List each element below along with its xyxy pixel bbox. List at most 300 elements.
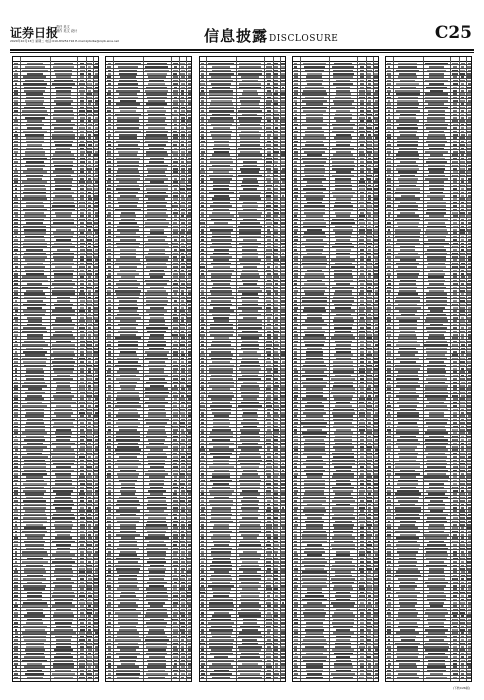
table-cell [374, 358, 378, 360]
table-cell [147, 236, 167, 238]
table-cell [146, 382, 167, 384]
table-cell [367, 202, 371, 204]
table-cell [56, 215, 70, 217]
table-cell [173, 466, 178, 468]
table-cell [274, 276, 279, 278]
table-cell [367, 151, 372, 153]
table-cell [14, 612, 17, 614]
table-cell [201, 646, 205, 648]
table-cell [80, 415, 84, 417]
table-cell [173, 76, 179, 78]
table-cell [201, 514, 205, 516]
table-cell [368, 107, 371, 109]
table-cell [267, 280, 271, 282]
table-cell [367, 229, 372, 231]
table-cell [238, 677, 262, 679]
table-cell [374, 510, 378, 512]
table-cell [145, 243, 168, 245]
table-cell [281, 534, 286, 536]
table-cell [87, 348, 92, 350]
table-cell [336, 253, 349, 255]
table-cell [332, 124, 355, 126]
table-cell [87, 483, 91, 485]
table-cell [27, 317, 42, 319]
table-cell [188, 290, 192, 292]
table-cell [52, 314, 75, 316]
table-cell [117, 314, 139, 316]
table-cell [107, 527, 111, 529]
table-cell [95, 446, 99, 448]
table-cell [240, 599, 259, 601]
table-cell [294, 212, 298, 214]
table-cell [188, 619, 191, 621]
table-cell [79, 571, 85, 573]
table-cell [374, 229, 379, 231]
table-cell [24, 656, 45, 658]
table-cell [360, 87, 364, 89]
table-cell [201, 181, 203, 183]
table-cell [146, 151, 167, 153]
table-cell [281, 358, 284, 360]
table-cell [294, 395, 298, 397]
table-cell [281, 585, 285, 587]
table-cell [180, 205, 185, 207]
table-cell [15, 507, 17, 509]
table-cell [359, 422, 364, 424]
table-cell [88, 66, 91, 68]
table-cell [14, 443, 18, 445]
table-cell [14, 578, 17, 580]
table-cell [107, 107, 111, 109]
table-cell [14, 334, 17, 336]
table-cell [367, 168, 371, 170]
table-cell [201, 300, 204, 302]
table-cell [108, 504, 110, 506]
table-cell [80, 171, 85, 173]
table-cell [173, 456, 178, 458]
table-cell [374, 527, 378, 529]
table-cell [294, 554, 298, 556]
table-cell [115, 317, 141, 319]
table-cell [56, 76, 71, 78]
table-cell [173, 636, 177, 638]
table-cell [375, 568, 378, 570]
table-cell [54, 276, 73, 278]
table-cell [24, 341, 45, 343]
table-cell [266, 656, 271, 658]
table-cell [304, 290, 325, 292]
table-cell [375, 226, 378, 228]
table-cell [274, 361, 277, 363]
table-cell [201, 287, 204, 289]
table-cell [280, 120, 285, 122]
table-cell [80, 97, 84, 99]
table-cell [94, 76, 98, 78]
table-cell [201, 165, 204, 167]
table-cell [274, 171, 278, 173]
table-cell [201, 382, 205, 384]
table-cell [95, 537, 98, 539]
table-cell [120, 100, 136, 102]
table-cell [332, 537, 355, 539]
table-cell [304, 168, 324, 170]
table-cell [331, 259, 355, 261]
table-cell [294, 107, 297, 109]
table-cell [374, 480, 379, 482]
table-cell [181, 463, 185, 465]
table-cell [94, 354, 99, 356]
table-cell [172, 388, 178, 390]
table-cell [211, 273, 232, 275]
table-cell [267, 232, 271, 234]
table-cell [335, 341, 352, 343]
table-cell [188, 358, 192, 360]
table-cell [95, 677, 99, 679]
table-cell [119, 205, 137, 207]
table-cell [201, 385, 204, 387]
table-cell [88, 192, 92, 194]
table-cell [94, 575, 99, 577]
table-cell [87, 63, 91, 65]
table-cell [24, 439, 45, 441]
table-cell [80, 466, 83, 468]
table-cell [360, 165, 364, 167]
table-cell [87, 582, 92, 584]
table-cell [95, 117, 99, 119]
table-cell [180, 324, 185, 326]
table-cell [52, 541, 74, 543]
table-cell [374, 97, 379, 99]
table-cell [94, 209, 99, 211]
table-cell [181, 660, 185, 662]
table-cell [173, 483, 177, 485]
table-cell [274, 188, 278, 190]
table-cell [241, 348, 260, 350]
table-cell [79, 585, 85, 587]
table-cell [211, 263, 231, 265]
table-cell [173, 198, 179, 200]
table-cell [148, 575, 165, 577]
table-cell [267, 97, 271, 99]
table-cell [209, 609, 233, 611]
table-cell [267, 324, 271, 326]
table-cell [201, 432, 204, 434]
table-cell [280, 395, 285, 397]
table-cell [375, 460, 378, 462]
table-cell [305, 246, 324, 248]
table-cell [360, 83, 364, 85]
table-cell [200, 354, 204, 356]
table-cell [181, 378, 186, 380]
table-cell [266, 185, 272, 187]
table-cell [15, 215, 18, 217]
table-cell [302, 534, 326, 536]
table-cell [374, 585, 378, 587]
table-cell [54, 575, 73, 577]
table-cell [243, 537, 257, 539]
table-cell [173, 368, 178, 370]
table-cell [87, 402, 92, 404]
table-cell [107, 259, 111, 261]
table-cell [201, 97, 205, 99]
table-cell [307, 544, 323, 546]
table-cell [266, 73, 272, 75]
table-cell [241, 602, 259, 604]
table-cell [332, 487, 354, 489]
table-cell [305, 293, 324, 295]
table-cell [274, 415, 279, 417]
table-cell [107, 141, 111, 143]
table-cell [360, 348, 364, 350]
table-cell [303, 426, 325, 428]
table-cell [87, 256, 92, 258]
table-cell [360, 110, 365, 112]
table-cell [146, 636, 167, 638]
table-cell [94, 229, 99, 231]
table-cell [14, 415, 17, 417]
table-cell [108, 436, 111, 438]
table-cell [211, 124, 232, 126]
table-cell [360, 456, 363, 458]
table-cell [53, 117, 74, 119]
table-cell [368, 385, 371, 387]
table-cell [359, 517, 364, 519]
table-cell [95, 466, 98, 468]
table-cell [242, 409, 258, 411]
table-cell [14, 134, 18, 136]
table-cell [14, 541, 18, 543]
table-cell [52, 209, 75, 211]
table-cell [374, 392, 378, 394]
table-cell [28, 320, 42, 322]
table-cell [367, 575, 371, 577]
table-cell [87, 517, 92, 519]
table-cell [303, 110, 326, 112]
table-cell [15, 87, 18, 89]
table-cell [294, 473, 297, 475]
table-cell [52, 134, 74, 136]
table-cell [210, 304, 232, 306]
table-cell [88, 599, 91, 601]
table-cell [239, 480, 262, 482]
table-cell [108, 137, 110, 139]
table-cell [180, 219, 185, 221]
table-cell [374, 524, 379, 526]
table-cell [107, 365, 111, 367]
table-cell [173, 348, 177, 350]
table-cell [108, 500, 111, 502]
table-cell [374, 463, 378, 465]
table-cell [173, 185, 178, 187]
table-cell [115, 449, 140, 451]
table-cell [80, 490, 84, 492]
table-cell [147, 110, 166, 112]
table-cell [307, 154, 322, 156]
table-cell [145, 419, 169, 421]
table-cell [119, 368, 138, 370]
table-cell [94, 578, 99, 580]
table-cell [305, 273, 324, 275]
table-cell [306, 351, 322, 353]
table-cell [266, 558, 272, 560]
table-cell [274, 103, 279, 105]
table-cell [359, 460, 365, 462]
table-cell [14, 276, 18, 278]
table-cell [53, 66, 74, 68]
table-cell [94, 188, 99, 190]
table-cell [274, 70, 278, 72]
table-cell [294, 222, 297, 224]
table-cell [334, 273, 352, 275]
table-cell [240, 487, 259, 489]
table-cell [273, 151, 278, 153]
table-cell [55, 507, 71, 509]
table-cell [333, 195, 353, 197]
table-cell [294, 131, 298, 133]
table-cell [87, 565, 92, 567]
table-cell [294, 405, 297, 407]
table-cell [88, 266, 91, 268]
table-cell [173, 554, 177, 556]
table-cell [294, 348, 297, 350]
table-cell [108, 395, 112, 397]
table-cell [180, 382, 185, 384]
table-cell [334, 317, 353, 319]
table-cell [108, 670, 111, 672]
table-cell [181, 307, 184, 309]
table-cell [14, 232, 17, 234]
table-cell [266, 341, 272, 343]
table-cell [188, 212, 192, 214]
table-cell [15, 154, 17, 156]
table-cell [80, 514, 84, 516]
table-cell [239, 521, 260, 523]
table-cell [173, 500, 179, 502]
table-cell [374, 103, 379, 105]
table-cell [239, 287, 260, 289]
table-cell [294, 365, 297, 367]
table-cell [14, 97, 17, 99]
table-cell [304, 487, 325, 489]
table-cell [56, 446, 71, 448]
table-cell [14, 273, 17, 275]
table-cell [209, 215, 234, 217]
table-cell [15, 449, 18, 451]
table-cell [173, 392, 177, 394]
table-cell [294, 517, 298, 519]
table-cell [149, 361, 165, 363]
table-cell [241, 422, 260, 424]
table-cell [294, 483, 297, 485]
table-cell [367, 561, 371, 563]
table-cell [294, 243, 297, 245]
table-cell [335, 97, 350, 99]
table-cell [118, 476, 138, 478]
table-cell [120, 195, 137, 197]
table-cell [266, 361, 271, 363]
table-cell [146, 595, 168, 597]
table-cell [360, 419, 364, 421]
table-cell [80, 507, 84, 509]
table-cell [148, 453, 166, 455]
table-cell [368, 124, 372, 126]
table-cell [147, 209, 167, 211]
table-cell [23, 226, 46, 228]
table-cell [52, 673, 76, 675]
table-cell [210, 673, 232, 675]
table-cell [212, 439, 230, 441]
table-cell [181, 212, 185, 214]
table-cell [240, 429, 259, 431]
table-cell [214, 195, 229, 197]
table-cell [118, 582, 138, 584]
table-cell [25, 544, 44, 546]
table-cell [27, 612, 43, 614]
table-cell [281, 209, 285, 211]
table-cell [201, 510, 205, 512]
table-cell [116, 422, 139, 424]
table-cell [146, 653, 167, 655]
table-cell [334, 382, 353, 384]
table-cell [214, 222, 228, 224]
table-cell [95, 236, 98, 238]
table-cell [374, 432, 378, 434]
table-cell [87, 341, 92, 343]
table-cell [274, 351, 279, 353]
table-cell [23, 192, 46, 194]
table-cell [181, 341, 186, 343]
table-cell [368, 270, 371, 272]
table-cell [201, 527, 205, 529]
table-cell [281, 548, 286, 550]
table-cell [360, 500, 364, 502]
table-cell [201, 426, 204, 428]
table-cell [281, 219, 286, 221]
table-cell [145, 395, 167, 397]
table-cell [267, 415, 271, 417]
table-cell [240, 141, 260, 143]
table-cell [116, 124, 140, 126]
table-cell [80, 117, 85, 119]
table-cell [274, 534, 278, 536]
table-cell [26, 202, 43, 204]
table-cell [80, 649, 84, 651]
table-cell [88, 243, 92, 245]
table-cell [24, 541, 45, 543]
table-cell [27, 73, 43, 75]
table-cell [57, 297, 70, 299]
table-cell [267, 171, 271, 173]
section-title-zh: 信息披露 [204, 27, 269, 45]
table-cell [87, 93, 91, 95]
table-cell [180, 483, 185, 485]
table-cell [80, 531, 84, 533]
table-cell [174, 300, 178, 302]
table-cell [14, 466, 18, 468]
table-cell [56, 317, 71, 319]
table-cell [201, 270, 205, 272]
table-cell [267, 354, 271, 356]
table-cell [56, 382, 70, 384]
table-cell [181, 439, 184, 441]
table-cell [281, 612, 286, 614]
table-cell [281, 107, 285, 109]
table-cell [359, 137, 364, 139]
table-cell [87, 249, 92, 251]
table-cell [360, 114, 364, 116]
table-cell [274, 205, 279, 207]
table-cell [150, 619, 164, 621]
